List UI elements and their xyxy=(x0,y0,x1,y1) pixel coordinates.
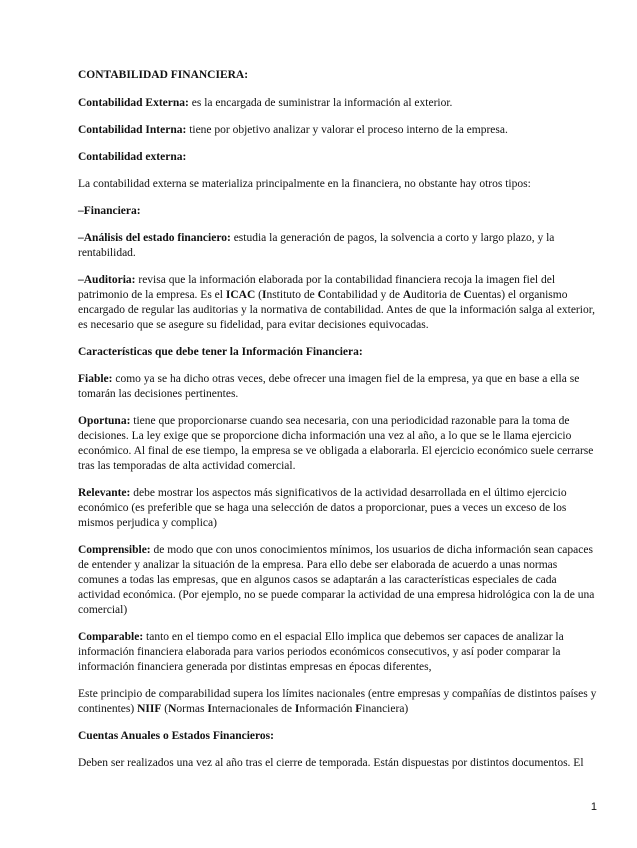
definition-text: tiene por objetivo analizar y valorar el proceso interno de la empresa. xyxy=(186,124,508,136)
word-part: nformación xyxy=(299,703,356,715)
initial: C xyxy=(317,289,326,301)
definition-text: tiene que proporcionarse cuando sea necesaria, con una periodicidad razonable para la toma de decisiones. La ley exige que se proporcione dicha información una vez al año, a lo que se le llama ejercicio económico. Al final de ese tiempo, la empresa se ve obligada a elaborarla. El ejercicio económico suele cerrarse tras las temporadas de alta actividad comercial. xyxy=(78,415,594,472)
term-label: Contabilidad Interna: xyxy=(78,124,187,136)
initial: I xyxy=(294,703,300,715)
document-title: CONTABILIDAD FINANCIERA: xyxy=(78,69,249,81)
page-number: 1 xyxy=(590,801,597,813)
definition-text: es la encargada de suministrar la información al exterior. xyxy=(188,97,453,109)
term-label: Oportuna: xyxy=(78,415,131,427)
paren: ( xyxy=(161,703,169,715)
initial: I xyxy=(261,289,267,301)
heading-caracteristicas: Características que debe tener la Información Financiera: xyxy=(78,346,363,358)
acronym-icac: ICAC xyxy=(225,289,256,301)
paragraph-cuentas-start: Deben ser realizados una vez al año tras el cierre de temporada. Están dispuestas por distintos documentos. El xyxy=(78,757,584,769)
definition-text: debe mostrar los aspectos más significativos de la actividad desarrollada en el último ejercicio económico (es preferible que se haga una selección de datos a proporcionar, pues a veces un exceso de los mismos perjudica y complica) xyxy=(78,487,567,529)
term-label: –Análisis del estado financiero: xyxy=(78,232,231,244)
item-financiera: –Financiera: xyxy=(78,205,141,217)
initial: A xyxy=(402,289,412,301)
item-analisis xyxy=(78,231,600,261)
item-auditoria xyxy=(78,273,600,333)
word-part: uditoria de xyxy=(411,289,464,301)
paragraph-relevante xyxy=(78,486,600,531)
heading-cuentas-anuales: Cuentas Anuales o Estados Financieros: xyxy=(78,730,274,742)
acronym-niif: NIIF xyxy=(137,703,162,715)
word-part: ormas xyxy=(176,703,208,715)
initial: N xyxy=(168,703,177,715)
definition-text: ) el organismo encargado de regular las auditorias y la normativa de contabilidad. Antes de que la información salga al exterior, es necesario que se asegure su fidelidad, para evitar decisiones equivocadas. xyxy=(78,289,595,331)
word-part: nternacionales de xyxy=(211,703,295,715)
initial: F xyxy=(355,703,363,715)
definition-text: revisa que la información elaborada por la contabilidad financiera recoja la imagen fiel del patrimonio de la empresa. Es el xyxy=(78,274,556,301)
paren: ) xyxy=(404,703,409,715)
document-page xyxy=(78,68,600,783)
term-label: Comprensible: xyxy=(78,544,151,556)
term-label: Fiable: xyxy=(78,373,113,385)
word-part: uentas xyxy=(471,289,502,301)
paragraph-contabilidad-interna xyxy=(78,123,600,138)
word-part: nstituto de xyxy=(266,289,318,301)
definition-text: tanto en el tiempo como en el espacial Ello implica que debemos ser capaces de analizar la información financiera elaborada para varios periodos económicos consecutivos, y así poder comparar la información financiera generada por distintas empresas en épocas diferentes, xyxy=(78,631,564,673)
definition-text: Este principio de comparabilidad supera los límites nacionales (entre empresas y compañías de distintos países y continentes) xyxy=(78,688,597,715)
paragraph-comprensible xyxy=(78,543,600,618)
paragraph-comparable xyxy=(78,630,600,675)
word-part: inanciera xyxy=(362,703,405,715)
term-label: Relevante: xyxy=(78,487,131,499)
term-label: –Auditoria: xyxy=(78,274,136,286)
paragraph-principio xyxy=(78,687,600,717)
paragraph-fiable xyxy=(78,372,600,402)
initial: I xyxy=(207,703,212,715)
definition-text: como ya se ha dicho otras veces, debe ofrecer una imagen fiel de la empresa, ya que en base a ella se tomarán las decisiones pertinentes. xyxy=(78,373,580,400)
definition-text: estudia la generación de pagos, la solvencia a corto y largo plazo, y la rentabilidad. xyxy=(78,232,555,259)
term-label: Contabilidad Externa: xyxy=(78,97,189,109)
heading-contabilidad-externa: Contabilidad externa: xyxy=(78,151,187,163)
paragraph-oportuna xyxy=(78,414,600,474)
paragraph-tipos: La contabilidad externa se materializa principalmente en la financiera, no obstante hay otros tipos: xyxy=(78,178,531,190)
paragraph-contabilidad-externa xyxy=(78,96,600,111)
word-part: ontabilidad y de xyxy=(325,289,403,301)
initial: C xyxy=(463,289,472,301)
paren: ( xyxy=(255,289,262,301)
term-label: Comparable: xyxy=(78,631,144,643)
definition-text: de modo que con unos conocimientos mínimos, los usuarios de dicha información sean capaces de entender y analizar la situación de la empresa. Para ello debe ser elaborada de acuerdo a unas normas comunes a todas las empresas, que en algunos casos se adaptarán a las características especiales de cada actividad económica. (Por ejemplo, no se puede comparar la actividad de una empresa hidrológica con la de una comercial) xyxy=(78,544,595,616)
